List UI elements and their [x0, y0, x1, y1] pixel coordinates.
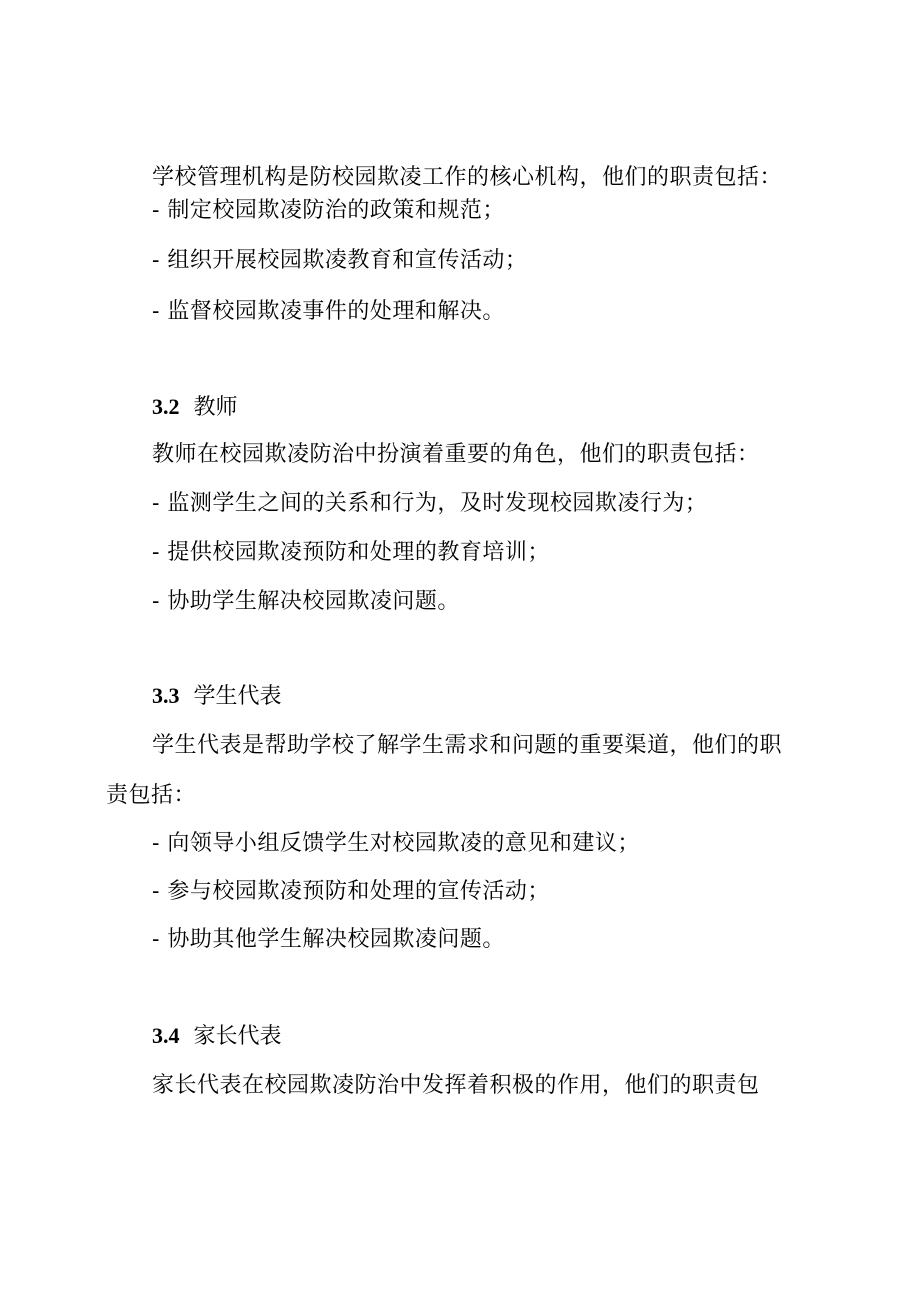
section-3-4-paragraph: 家长代表在校园欺凌防治中发挥着积极的作用，他们的职责包: [152, 1073, 760, 1098]
section-3-3-paragraph-line-2: 责包括：: [106, 783, 197, 808]
intro-item-1: - 制定校园欺凌防治的政策和规范；: [152, 198, 505, 223]
intro-paragraph: 学校管理机构是防校园欺凌工作的核心机构，他们的职责包括：: [152, 165, 783, 190]
section-3-3-item-3: - 协助其他学生解决校园欺凌问题。: [152, 927, 505, 952]
section-3-3-item-2: - 参与校园欺凌预防和处理的宣传活动；: [152, 879, 550, 904]
section-title: 教师: [193, 395, 238, 420]
section-heading-3-2: [152, 392, 238, 423]
section-3-2-item-2: - 提供校园欺凌预防和处理的教育培训；: [152, 540, 550, 565]
section-3-3-item-1: - 向领导小组反馈学生对校园欺凌的意见和建议；: [152, 831, 640, 856]
section-number: 3.2: [152, 394, 180, 419]
section-3-2-item-3: - 协助学生解决校园欺凌问题。: [152, 589, 460, 614]
section-title: 家长代表: [193, 1024, 282, 1049]
intro-item-2: - 组织开展校园欺凌教育和宣传活动；: [152, 248, 528, 273]
section-3-2-paragraph: 教师在校园欺凌防治中扮演着重要的角色，他们的职责包括：: [152, 442, 760, 467]
section-heading-3-3: [152, 681, 282, 712]
intro-item-3: - 监督校园欺凌事件的处理和解决。: [152, 299, 505, 324]
section-title: 学生代表: [193, 684, 282, 709]
section-number: 3.3: [152, 683, 180, 708]
section-heading-3-4: [152, 1021, 282, 1052]
section-number: 3.4: [152, 1023, 180, 1048]
section-3-2-item-1: - 监测学生之间的关系和行为，及时发现校园欺凌行为；: [152, 491, 708, 516]
section-3-3-paragraph-line-1: 学生代表是帮助学校了解学生需求和问题的重要渠道，他们的职: [152, 733, 783, 758]
